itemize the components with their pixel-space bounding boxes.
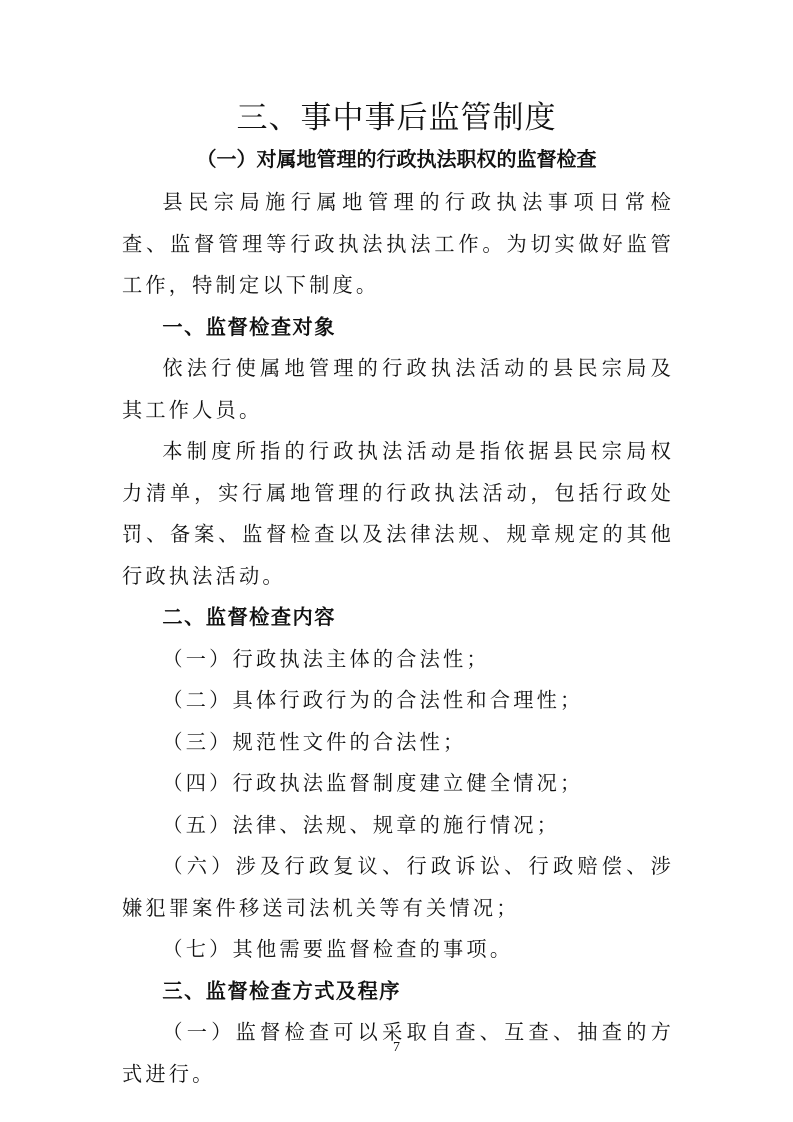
page-title: 三、事中事后监管制度	[236, 100, 557, 136]
heading-supervision-content: 二、监督检查内容	[162, 605, 336, 629]
intro-paragraph: 县民宗局施行属地管理的行政执法事项日常检查、监督管理等行政执法执法工作。为切实做好监管工作，特制定以下制度。	[122, 190, 674, 297]
list-item: （一）行政执法主体的合法性；	[162, 646, 490, 671]
heading-supervision-method: 三、监督检查方式及程序	[162, 978, 401, 1003]
list-item: （六）涉及行政复议、行政诉讼、行政赔偿、涉嫌犯罪案件移送司法机关等有关情况；	[122, 854, 674, 920]
paragraph: 依法行使属地管理的行政执法活动的县民宗局及其工作人员。	[122, 356, 674, 422]
list-item: （七）其他需要监督检查的事项。	[162, 937, 514, 961]
heading-supervision-object: 一、监督检查对象	[162, 314, 336, 339]
list-item: （二）具体行政行为的合法性和合理性；	[162, 688, 584, 712]
list-item: （四）行政执法监督制度建立健全情况；	[162, 771, 584, 795]
body-text	[122, 182, 674, 1095]
section-subtitle: （一）对属地管理的行政执法职权的监督检查	[196, 147, 597, 171]
list-item: （一）监督检查可以采取自查、互查、抽查的方式进行。	[122, 1020, 674, 1086]
list-item: （五）法律、法规、规章的施行情况；	[162, 812, 560, 837]
list-item: （三）规范性文件的合法性；	[162, 729, 467, 754]
page-number: 7	[393, 1040, 400, 1055]
paragraph: 本制度所指的行政执法活动是指依据县民宗局权力清单，实行属地管理的行政执法活动，包括行政处罚、备案、监督检查以及法律法规、规章规定的其他行政执法活动。	[122, 439, 674, 588]
